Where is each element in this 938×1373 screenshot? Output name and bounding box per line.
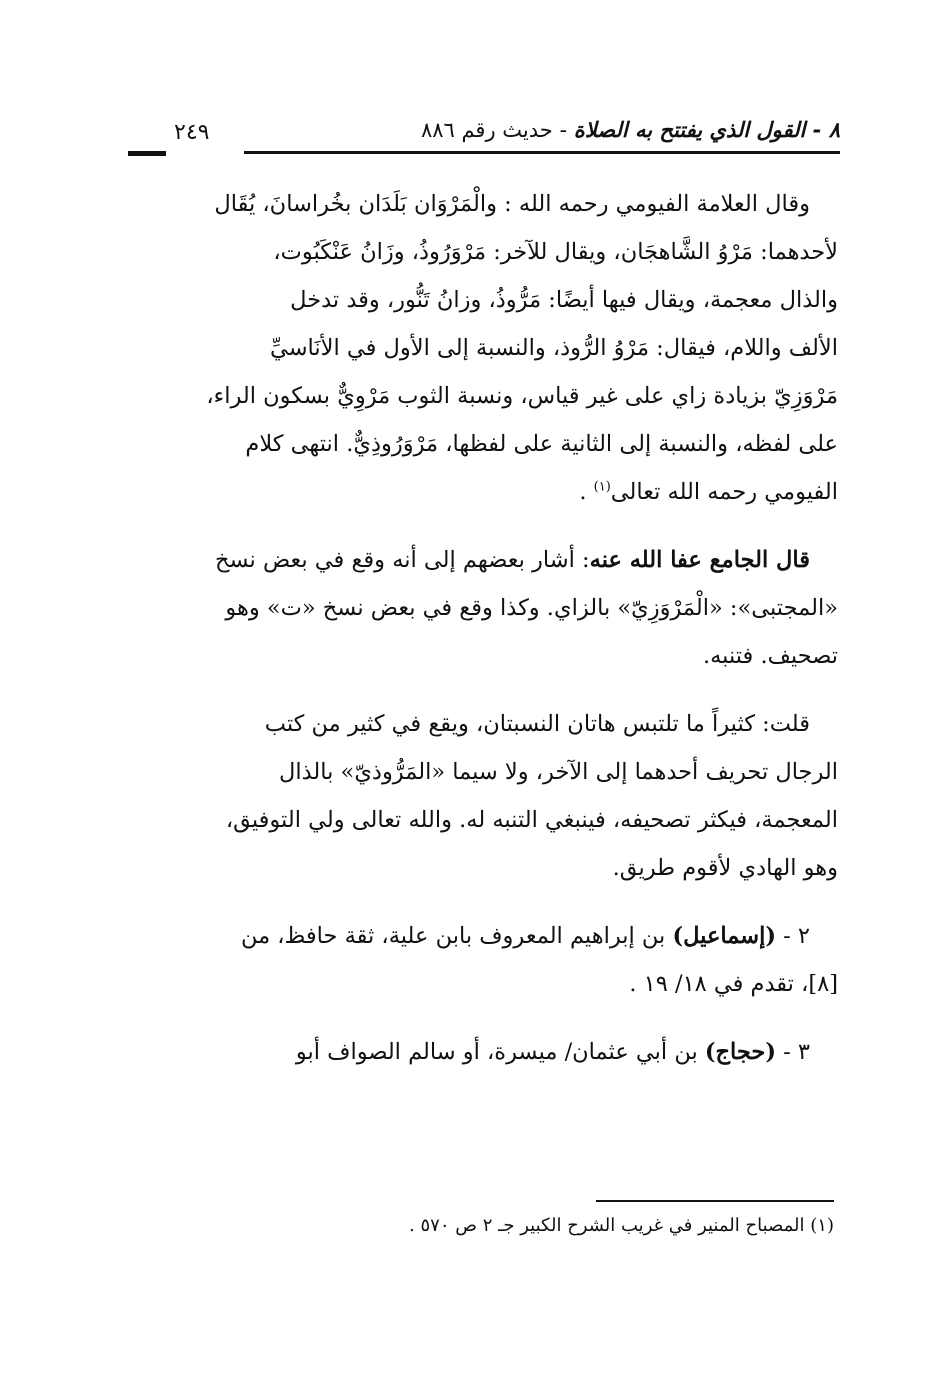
page-number: ٢٤٩ bbox=[174, 120, 210, 145]
paragraph-line: مَرْوَزِيّ بزيادة زاي على غير قياس، ونسبة الثوب مَرْوِيٌّ بسكون الراء، bbox=[206, 383, 838, 409]
paragraph-line-last bbox=[132, 468, 838, 516]
narrator-number: ٢ - bbox=[775, 923, 810, 949]
footnote-marker: (١) bbox=[810, 1215, 834, 1236]
running-header bbox=[128, 118, 840, 166]
paragraph-line: الرجال تحريف أحدهما إلى الآخر، ولا سيما «المَرُّوذيّ» بالذال bbox=[279, 759, 838, 785]
line-text: : أشار بعضهم إلى أنه وقع في بعض نسخ bbox=[214, 547, 590, 573]
chapter-title: ٨ - القول الذي يفتتح به الصلاة bbox=[573, 118, 840, 142]
narrator-name: (حجاج) bbox=[704, 1039, 776, 1065]
paragraph-line bbox=[132, 912, 838, 960]
hadith-reference: حديث رقم ٨٨٦ bbox=[420, 118, 553, 142]
paragraph-line: على لفظه، والنسبة إلى الثانية على لفظها، مَرْوَرُوذِيٌّ. انتهى كلام bbox=[245, 431, 838, 457]
paragraph-line: الألف واللام، فيقال: مَرْوُ الرُّوذ، والنسبة إلى الأول في الأنَاسيِّ bbox=[269, 335, 838, 361]
main-text bbox=[132, 180, 838, 1076]
paragraph-line-last: [٨]، تقدم في ١٨/ ١٩ . bbox=[629, 971, 838, 997]
paragraph-line: «المجتبى»: «الْمَرْوَزِيّ» بالزاي. وكذا وقع في بعض نسخ «ت» وهو bbox=[225, 595, 838, 621]
header-title bbox=[421, 118, 840, 142]
paragraph-line bbox=[132, 536, 838, 584]
paragraph-line: والذال معجمة، ويقال فيها أيضًا: مَرُّوذُ، وزانُ تَنُّور، وقد تدخل bbox=[290, 287, 838, 313]
line-text: الفيومي رحمه الله تعالى bbox=[610, 479, 838, 505]
footnote bbox=[300, 1212, 834, 1240]
paragraph-line: وقال العلامة الفيومي رحمه الله : والْمَرْوَان بَلَدَان بخُراسانَ، يُقَال bbox=[214, 191, 810, 217]
paragraph-line-last: وهو الهادي لأقوم طريق. bbox=[612, 855, 838, 881]
footnote-reference: (١) bbox=[593, 479, 611, 495]
narrator-number: ٣ - bbox=[775, 1039, 810, 1065]
paragraph-line bbox=[132, 1028, 838, 1076]
paragraph-line: لأحدهما: مَرْوُ الشَّاهجَان، ويقال للآخر: مَرْوَرُوذُ، وزَانُ عَنْكَبُوت، bbox=[273, 239, 838, 265]
footnote-rule bbox=[596, 1200, 834, 1202]
line-text: بن أبي عثمان/ ميسرة، أو سالم الصواف أبو bbox=[295, 1039, 705, 1065]
line-text: بن إبراهيم المعروف بابن علية، ثقة حافظ، من bbox=[240, 923, 673, 949]
header-rule bbox=[244, 151, 840, 154]
line-end: . bbox=[579, 479, 594, 505]
narrator-name: (إسماعيل) bbox=[672, 923, 776, 949]
paragraph-line: قلت: كثيراً ما تلتبس هاتان النسبتان، ويقع في كثير من كتب bbox=[264, 711, 810, 737]
paragraph-line-last: تصحيف. فتنبه. bbox=[702, 643, 838, 669]
footnote-text: المصباح المنير في غريب الشرح الكبير جـ ٢ ص ٥٧٠ . bbox=[409, 1215, 811, 1236]
page-number-dash bbox=[128, 151, 166, 156]
header-separator: - bbox=[552, 118, 574, 142]
author-remark-lead: قال الجامع عفا الله عنه bbox=[589, 547, 810, 573]
paragraph-line: المعجمة، فيكثر تصحيفه، فينبغي التنبه له. والله تعالى ولي التوفيق، bbox=[225, 807, 838, 833]
